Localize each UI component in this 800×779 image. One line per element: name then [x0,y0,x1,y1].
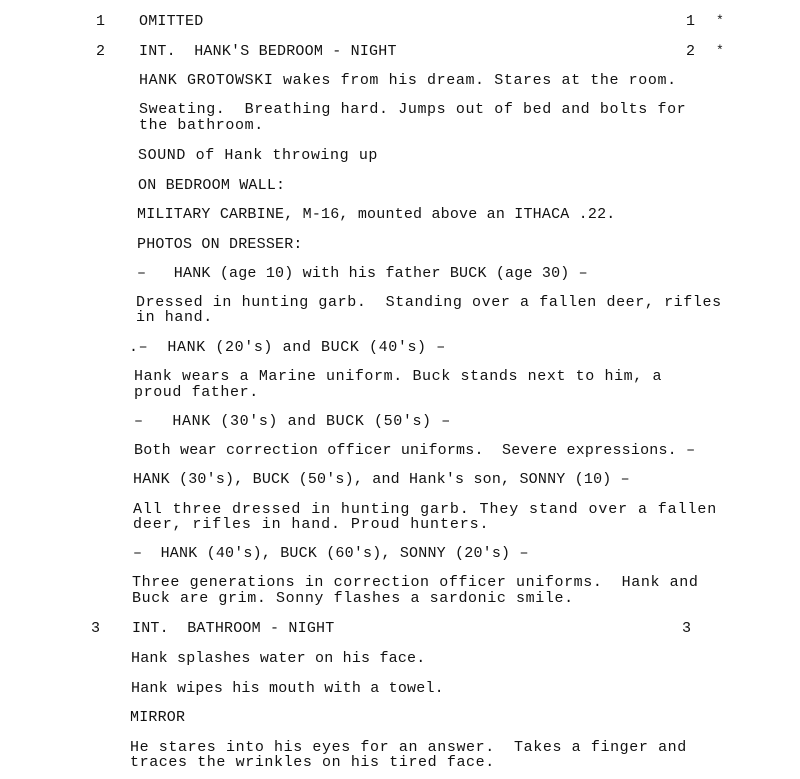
scene-heading: INT. BATHROOM - NIGHT [132,620,335,637]
action-line: proud father. [134,384,259,401]
action-line: HANK GROTOWSKI wakes from his dream. Stares at the room. [139,72,677,89]
action-line: traces the wrinkles on his tired face. [130,754,495,771]
photo-caption: .– HANK (20's) and BUCK (40's) – [129,339,446,356]
action-line: MIRROR [130,709,186,726]
action-line: He stares into his eyes for an answer. Takes a finger and [130,739,687,756]
action-line: MILITARY CARBINE, M-16, mounted above an ITHACA .22. [137,206,616,223]
action-line: Sweating. Breathing hard. Jumps out of bed and bolts for [139,101,687,118]
action-line: Dressed in hunting garb. Standing over a fallen deer, rifles [136,294,722,311]
photo-caption: – HANK (30's) and BUCK (50's) – [134,413,451,430]
action-line: All three dressed in hunting garb. They stand over a fallen [133,501,718,518]
scene-number-right: 2 [686,43,696,60]
scene-heading: OMITTED [139,13,204,30]
scene-heading: INT. HANK'S BEDROOM - NIGHT [139,43,397,60]
action-line: Hank wears a Marine uniform. Buck stands next to him, a [134,368,663,385]
photo-caption: HANK (30's), BUCK (50's), and Hank's son, SONNY (10) – [133,471,630,488]
revision-mark: * [716,43,724,58]
scene-number-right: 1 [686,13,696,30]
action-line: Both wear correction officer uniforms. Severe expressions. – [134,442,696,459]
action-line: Buck are grim. Sonny flashes a sardonic smile. [132,590,574,607]
scene-number-left: 3 [91,620,101,637]
action-line: Three generations in correction officer uniforms. Hank and [132,574,699,591]
scene-number-left: 2 [96,43,106,60]
photo-caption: – HANK (age 10) with his father BUCK (age 30) – [137,265,588,282]
scene-number-left: 1 [96,13,106,30]
action-line: the bathroom. [139,117,264,134]
action-line: ON BEDROOM WALL: [138,177,286,194]
action-line: SOUND of Hank throwing up [138,147,379,164]
action-line: in hand. [136,309,213,326]
photo-caption: – HANK (40's), BUCK (60's), SONNY (20's) – [133,545,529,562]
action-line: Hank wipes his mouth with a towel. [131,680,444,697]
action-line: deer, rifles in hand. Proud hunters. [133,516,490,533]
scene-number-right: 3 [682,620,692,637]
action-line: Hank splashes water on his face. [131,650,426,667]
action-line: PHOTOS ON DRESSER: [137,236,303,253]
revision-mark: * [716,13,724,28]
